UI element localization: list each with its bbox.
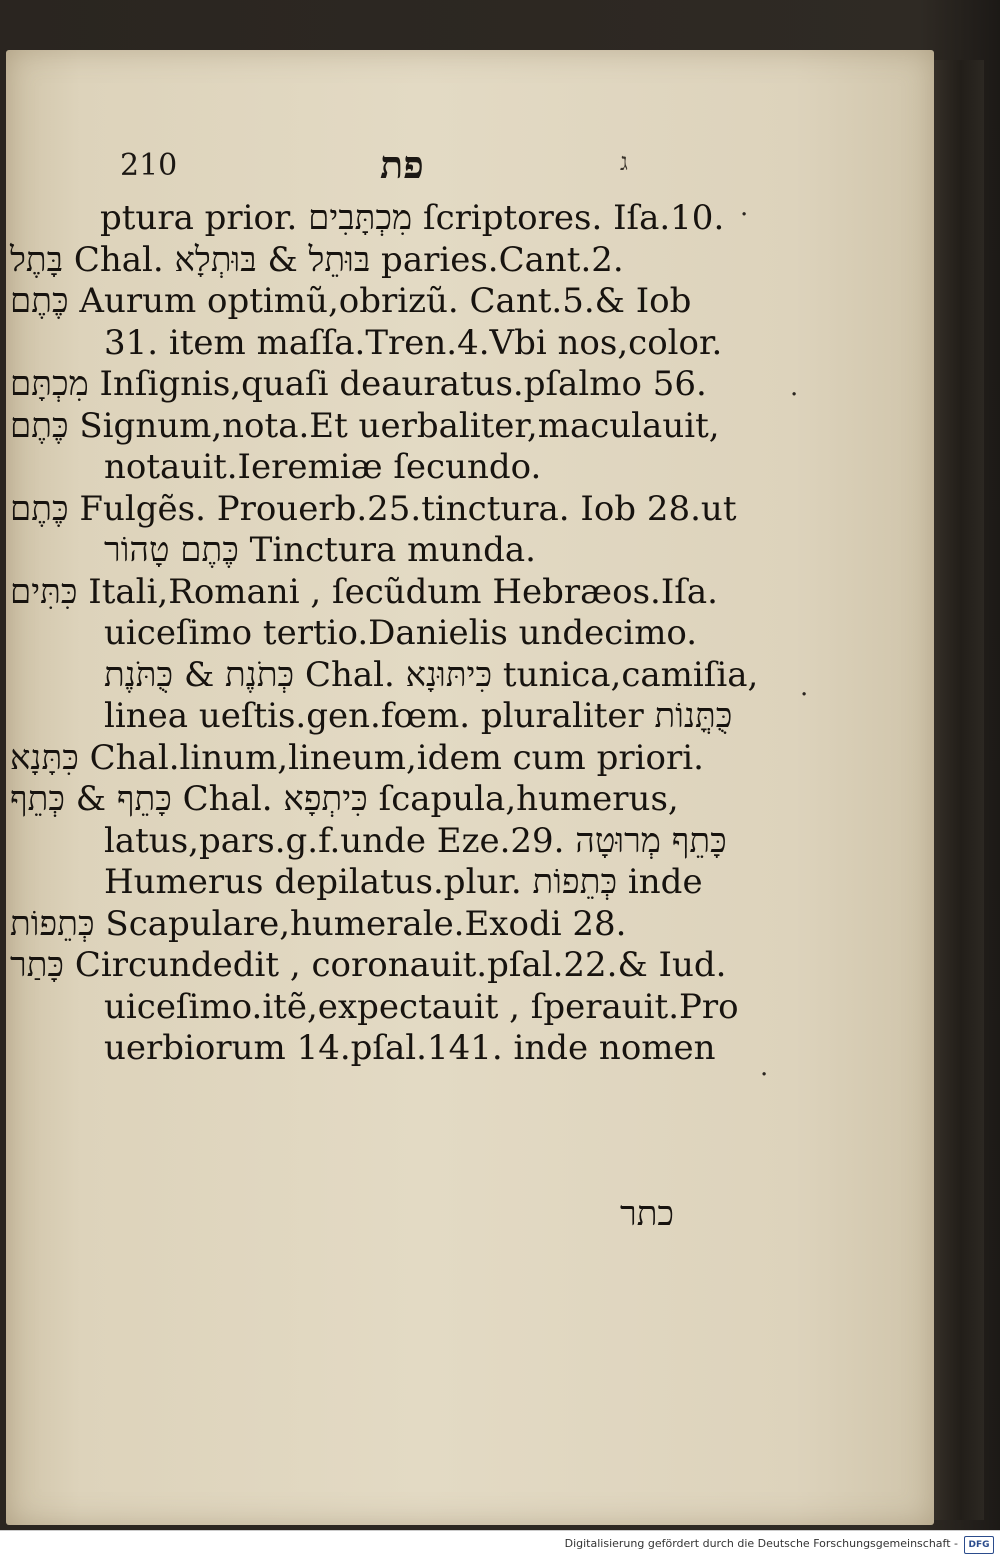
- text-line: כֶּתֶם Signum,nota.Et uerbaliter,maculauit,: [10, 405, 720, 446]
- text-line: כֶּתֶם Fulgẽs. Prouerb.25.tinctura. Iob 28.ut: [10, 488, 737, 529]
- page-number: 210: [120, 148, 178, 183]
- funding-credit: Digitalisierung gefördert durch die Deutsche Forschungsgemeinschaft -: [564, 1537, 958, 1550]
- dfg-logo: DFG: [964, 1536, 994, 1554]
- text-line: Humerus depilatus.plur. כְּתֵפוֹת inde: [104, 862, 703, 902]
- text-line: בָּתֶל Chal. בּוּתֵל & בּוּתְלָא paries.Cant.2.: [10, 239, 624, 280]
- text-line: uiceſimo.itẽ,expectauit , ſperauit.Pro: [104, 986, 739, 1027]
- text-line: מִכְתָּם Inſignis,quaſi deauratus.pſalmo 56.: [10, 364, 707, 404]
- dictionary-text: [0, 198, 759, 1070]
- text-line: uiceſimo tertio.Danielis undecimo.: [104, 613, 698, 653]
- margin-mark: ·: [760, 1060, 769, 1090]
- text-line: כֶּתֶם טָהוֹר Tinctura munda.: [104, 530, 536, 570]
- book-edge: [926, 60, 984, 1520]
- page-header: [120, 142, 700, 188]
- text-line: כִּתִּים Itali,Romani , ſecũdum Hebræos.Iſa.: [10, 571, 718, 612]
- text-line: כָּתַר Circundedit , coronauit.pſal.22.& Iud.: [10, 945, 727, 985]
- text-line: כֶּתֶם Aurum optimũ,obrizũ. Cant.5.& Iob: [10, 281, 692, 321]
- text-line: latus,pars.g.f.unde Eze.29. כָּתֵף מְרוּטָה: [104, 820, 727, 861]
- text-line: כְּתֵפוֹת Scapulare,humerale.Exodi 28.: [10, 903, 627, 944]
- text-line: כִּתָּנָא Chal.linum,lineum,idem cum priori.: [10, 737, 704, 778]
- catchword: כתר: [620, 1194, 675, 1234]
- margin-mark: ·: [790, 380, 799, 410]
- header-mark: ג: [620, 148, 628, 176]
- text-line: linea ueſtis.gen.fœm. pluraliter כֻּתֳּנוֹת: [104, 696, 733, 736]
- text-line: ptura prior. מִכְתָּבִים ſcriptores. Iſa.10.: [100, 198, 725, 238]
- text-line: 31. item maſſa.Tren.4.Vbi nos,color.: [104, 322, 723, 363]
- text-line: uerbiorum 14.pſal.141. inde nomen: [104, 1028, 716, 1068]
- margin-mark: ·: [740, 200, 749, 230]
- text-line: כָּתֵף & כְּתֵף Chal. כִּיתְפָא ſcapula,humerus,: [10, 779, 679, 819]
- margin-mark: ·: [800, 680, 809, 710]
- footer-bar: [0, 1530, 1000, 1559]
- text-line: כְּתֹנֶת & כֻּתֹּנֶת Chal. כִּיתּוּנָא tunica,camiſia,: [104, 654, 759, 695]
- text-line: notauit.Ieremiæ ſecundo.: [104, 447, 542, 487]
- running-head: פת: [380, 142, 424, 187]
